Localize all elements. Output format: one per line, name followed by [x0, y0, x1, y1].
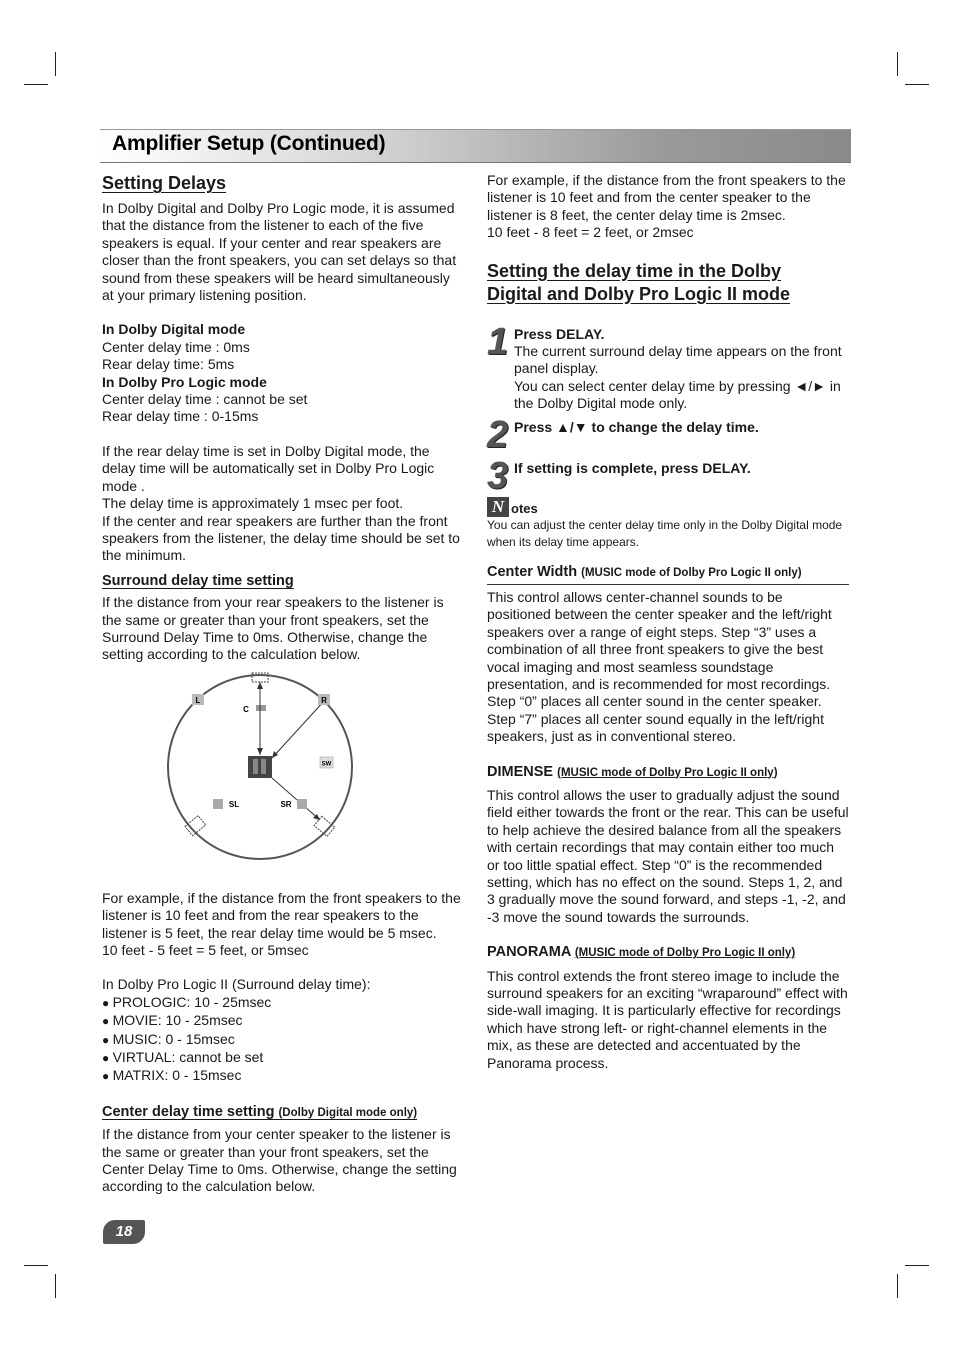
surround-delay-text: If the distance from your rear speakers to the listener is the same or greater than your front speakers, set the Surround Delay Time to 0ms. Otherwise, change the setting according to the calculation below.: [102, 594, 444, 663]
list-item: ● PROLOGIC: 10 - 25msec: [102, 994, 464, 1012]
notes-label: otes: [511, 501, 538, 517]
dd-mode-heading: In Dolby Digital mode: [102, 321, 246, 338]
center-delay-text: If the distance from your center speaker to the listener is the same or greater than your front speakers, set the Center Delay Time to 0ms. Otherwise, change the setting according to the calculation below.: [102, 1126, 457, 1195]
label-sw: SW: [321, 761, 332, 768]
step-number-2: 2: [487, 413, 509, 456]
rear-delay-note: If the rear delay time is set in Dolby Digital mode, the delay time will be automatically set in Dolby Pro Logic mode .: [102, 442, 435, 494]
dimense-text: This control allows the user to gradually adjust the sound field either towards the front or the rear. This can be useful to help achieve the desired balance from all the speakers with certain recordings that may contain either too much or too little spatial effect. Step “0” is the recommended setting, which has no effect on the sound. Steps 1, 2, and 3 gradually move the sound forward, and steps -1, -2, and -3 move the sound towards the surrounds.: [487, 786, 849, 925]
notes-header: [487, 497, 849, 517]
pl-center-delay: Center delay time : cannot be set: [102, 391, 308, 408]
page-title: Amplifier Setup (Continued): [112, 132, 386, 155]
step-1-body2: You can select center delay time by pressing ◄/► in the Dolby Digital mode only.: [514, 377, 841, 412]
crop-mark: [897, 52, 898, 76]
pl2-list: [102, 994, 464, 1086]
crop-mark: [24, 84, 48, 85]
label-c: C: [243, 705, 249, 714]
label-r: R: [321, 696, 327, 705]
label-sl: SL: [228, 800, 240, 809]
label-sr: SR: [280, 800, 292, 809]
dd-rear-delay: Rear delay time: 5ms: [102, 356, 235, 373]
list-item: ● MOVIE: 10 - 25msec: [102, 1012, 464, 1030]
crop-mark: [24, 1265, 48, 1266]
crop-mark: [905, 1265, 929, 1266]
panorama-title: PANORAMA (MUSIC mode of Dolby Pro Logic II only): [487, 944, 796, 961]
step-1: [487, 320, 849, 413]
page-number: 18: [103, 1220, 145, 1244]
speaker-layout-diagram: [160, 670, 360, 865]
notes-text: You can adjust the center delay time only in the Dolby Digital mode when its delay time appears.: [487, 518, 843, 549]
panorama-text: This control extends the front stereo image to include the surround speakers for an exciting “wraparound” effect with side-wall imaging. It is particularly effective for recordings which have strong left- or right-channel elements in the mix, as these are detected and accentuated by the Panorama process.: [487, 967, 848, 1071]
rear-example-text: For example, if the distance from the front speakers to the listener is 10 feet and from the rear speakers to the listener is 5 feet, the rear delay time would be 5 msec.: [102, 889, 461, 941]
right-column: [487, 172, 849, 1072]
step-2-head: Press ▲/▼ to change the delay time.: [514, 418, 759, 435]
list-item: ● VIRTUAL: cannot be set: [102, 1049, 464, 1067]
step-number-3: 3: [487, 455, 509, 498]
notes-icon: N: [487, 497, 509, 517]
dimense-title: DIMENSE (MUSIC mode of Dolby Pro Logic II only): [487, 763, 778, 780]
crop-mark: [55, 52, 56, 76]
step-3: [487, 455, 849, 498]
delay-per-foot-note: The delay time is approximately 1 msec per foot.: [102, 495, 404, 512]
step-3-head: If setting is complete, press DELAY.: [514, 460, 751, 477]
crop-mark: [905, 84, 929, 85]
center-example-text: For example, if the distance from the front speakers to the listener is 10 feet and from the center speaker to the listener is 8 feet, the center delay time is 2msec.: [487, 172, 846, 223]
setting-delays-intro: In Dolby Digital and Dolby Pro Logic mode, it is assumed that the distance from the listener to each of the five speakers is equal. If your center and rear speakers are closer than the front speakers, you can set delays so that sound from these speakers will be heard simultaneously at your primary listening position.: [102, 200, 457, 304]
step-1-head: Press DELAY.: [514, 325, 605, 342]
step-number-1: 1: [487, 320, 509, 363]
delay-mode-title: Setting the delay time in the Dolby Digital and Dolby Pro Logic II mode: [487, 260, 791, 304]
step-1-body1: The current surround delay time appears on the front panel display.: [514, 343, 842, 377]
setting-delays-title: Setting Delays: [102, 173, 227, 193]
surround-delay-title: Surround delay time setting: [102, 572, 294, 589]
center-width-text: This control allows center-channel sounds to be positioned between the center speaker and the left/right speakers over a range of eight steps. Step “3” uses a combination of all three front speakers to give the best vocal imaging and most seamless soundstage presentation, and is recommended for most recordings. Step “0” places all center sound in the center speaker. Step “7” places all center sound equally in the left/right speakers, just as in conventional stereo.: [487, 588, 832, 745]
crop-mark: [55, 1274, 56, 1298]
pl-rear-delay: Rear delay time : 0-15ms: [102, 408, 259, 425]
pl2-intro: In Dolby Pro Logic II (Surround delay time):: [102, 976, 371, 993]
rear-example-calc: 10 feet - 5 feet = 5 feet, or 5msec: [102, 941, 309, 958]
center-width-title: Center Width (MUSIC mode of Dolby Pro Logic II only): [487, 564, 849, 584]
center-example-calc: 10 feet - 8 feet = 2 feet, or 2msec: [487, 224, 694, 241]
step-2: [487, 413, 849, 456]
center-delay-title: Center delay time setting (Dolby Digital mode only): [102, 1103, 418, 1120]
list-item: ● MATRIX: 0 - 15msec: [102, 1067, 464, 1085]
dd-center-delay: Center delay time : 0ms: [102, 338, 250, 355]
page-header: [100, 129, 851, 163]
minimum-delay-note: If the center and rear speakers are further than the front speakers from the listener, the delay time should be set to the minimum.: [102, 512, 460, 564]
pl-mode-heading: In Dolby Pro Logic mode: [102, 373, 267, 390]
label-l: L: [195, 696, 201, 705]
list-item: ● MUSIC: 0 - 15msec: [102, 1031, 464, 1049]
crop-mark: [897, 1274, 898, 1298]
